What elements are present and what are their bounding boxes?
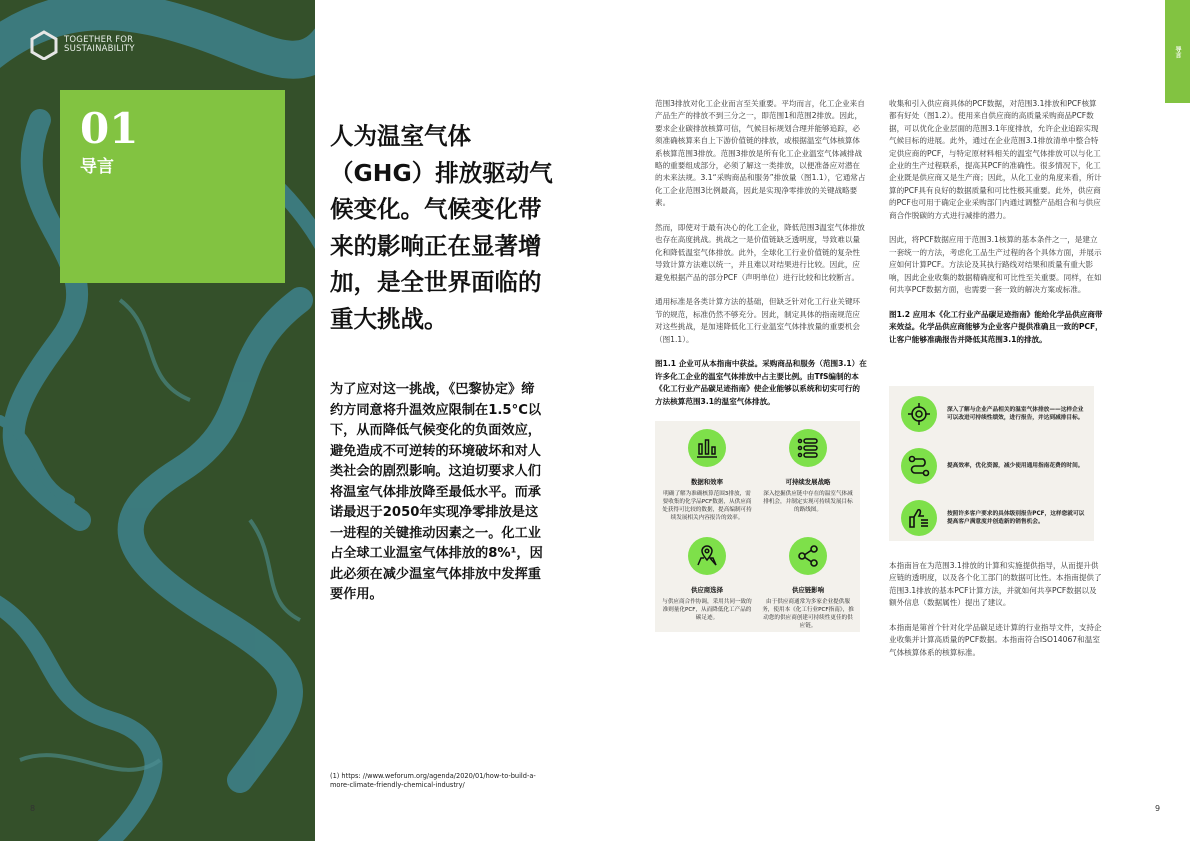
fig1-item-supply-chain-impact: [758, 537, 858, 630]
fig1-item-strategy: [758, 429, 858, 514]
fig1-item-title: 供应商选择: [691, 586, 723, 594]
headline: 人为温室气体（GHG）排放驱动气候变化。气候变化带来的影响正在显著增加，是全世界面临的重大挑战。: [330, 122, 553, 333]
fig2-item: [901, 500, 1087, 536]
fig1-item-data-efficiency: [657, 429, 757, 522]
footnote-label: (1) https:: [330, 772, 363, 780]
column-1: [655, 98, 867, 421]
hexagon-logo-icon: [30, 30, 58, 60]
section-tab[interactable]: 导言: [1165, 0, 1190, 103]
together-for-sustainability-logo: [30, 30, 135, 60]
share-icon: [789, 537, 827, 575]
map-pin-icon: [688, 537, 726, 575]
fig2-item-text: 提高效率，优化资源，减少使用通用指南花费的时间。: [947, 463, 1084, 469]
list-icon: [789, 429, 827, 467]
fig1-item-text: 与供应商合作协调，采用共同一致的准则量化PCF，从而降低化工产品的碳足迹。: [662, 599, 752, 621]
column-2: [889, 98, 1104, 358]
section-number: 01: [80, 104, 139, 153]
fig1-item-title: 供应链影响: [792, 586, 824, 594]
figure-1-2-caption: 图1.2 应用本《化工行业产品碳足迹指南》能给化学品供应商带来效益。化学品供应商能够为企业客户提供准确且一致的PCF，让客户能够准确报告并降低其范围3.1的排放。: [889, 309, 1103, 344]
paragraph: 范围3排放对化工企业而言至关重要。平均而言，化工企业来自产品生产的排放不到三分之一，即范围1和范围2排放。因此，要求企业碳排放核算可信，气候目标规划合理并能够追踪，必须准确核算来自上下游价值链的排放，或根据温室气体核算体系核算范围3排放。范围3排放是所有化工企业温室气体减排战略的重要组成部分，必须了解这一类排放，以便准备应对潜在的未来法规。3.1“采购商品和服务”排放量（图1.1），它通常占化工企业范围3比例最高，因此是实现净零排放的关键战略要素。: [655, 99, 866, 208]
route-icon: [901, 448, 937, 484]
fig1-item-title: 可持续发展战略: [785, 478, 831, 486]
page-number-right: 9: [1155, 804, 1161, 813]
page-number-left: 8: [30, 804, 36, 813]
fig1-item-text: 由于供应商通常为多家企业提供服务，使用本《化工行业PCF指南》，推动您的供应商创建可持续性更佳的供应链。: [762, 599, 854, 629]
paragraph: 然而，即使对于最有决心的化工企业，降低范围3温室气体排放也存在高度挑战。挑战之一是价值链缺乏透明度，导致难以量化和降低温室气体排放。此外，全球化工行业价值链的复杂性导致计算方法难以统一，并且难以对结果进行比较。因此，应避免根据产品的部分PCF（声明单位）进行比较和比较断言。: [655, 223, 865, 282]
paragraph: 因此，将PCF数据应用于范围3.1核算的基本条件之一，是建立一套统一的方法，考虑化工品生产过程的各个具体方面，并展示应如何计算PCF。方法论及其执行路线对结果和质量有重大影响，因此企业收集的数据精确度和可比性至关重要。同样，在如何共享PCF数据方面，也需要一套一致的解决方案或标准。: [889, 235, 1102, 295]
fig1-item-text: 深入挖掘供应链中存在的温室气体减排机会，并制定实现可持续发展目标的路线图。: [763, 491, 853, 513]
footnote: [330, 772, 540, 790]
column-2-continued: [889, 560, 1104, 672]
paragraph: 收集和引入供应商具体的PCF数据，对范围3.1排放和PCF核算都有好处（图1.2）。使用来自供应商的高质量采购商品PCF数据，可以优化企业层面的范围3.1年度排放，允许企业追踪实现气候目标的进展。此外，通过在企业范围3.1排放清单中整合特定供应商的PCF，与特定原材料相关的温室气体排放可以与化工企业的生产过程联系，提高其PCF的准确性。很多情况下，化工企业既是供应商又是生产商；因此，从化工业的角度来看，所计算的PCF具有良好的数据质量和可比性极其重要。此外，供应商的PCF也可用于确定企业采购部门内通过调整产品组合和与供应商合作脱碳的方式进行减排的潜力。: [889, 99, 1102, 220]
fig1-item-title: 数据和效率: [691, 478, 723, 486]
thumbs-up-icon: [901, 500, 937, 536]
fig2-item-text: 深入了解与企业产品相关的温室气体排放——这样企业可以改进可持续性绩效，进行报告，并达到减排目标。: [947, 407, 1084, 421]
figure-1-1-caption: 图1.1 企业可从本指南中获益。采购商品和服务（范围3.1）在许多化工企业的温室气体排放中占主要比例。由TfS编制的本《化工行业产品碳足迹指南》使企业能够以系统和切实可行的方法核算范围3.1的温室气体排放。: [655, 359, 867, 406]
fig1-item-supplier-selection: [657, 537, 757, 622]
figure-1-2: [889, 386, 1094, 541]
paragraph: 本指南是第首个针对化学品碳足迹计算的行业指导文件，支持企业收集并计算高质量的PCF数据。本指南符合ISO14067和温室气体核算体系的核算标准。: [889, 623, 1102, 657]
fig2-item-text: 按照许多客户要求的具体级别报告PCF，这样您就可以提高客户满意度并创造新的销售机会。: [947, 511, 1085, 525]
section-header-box: [60, 90, 285, 283]
paragraph: 本指南旨在为范围3.1排放的计算和实施提供指导，从而提升供应链的透明度，以及各个化工部门的数据可比性。本指南提供了范围3.1排放的基本PCF计算方法，并就如何共享PCF数据以及额外信息（数据属性）提出了建议。: [889, 561, 1102, 608]
logo-line-1: TOGETHER FOR: [64, 35, 134, 45]
logo-line-2: SUSTAINABILITY: [64, 44, 135, 54]
target-icon: [901, 396, 937, 432]
lead-paragraph: 为了应对这一挑战，《巴黎协定》缔约方同意将升温效应限制在1.5°C以下，从而降低气候变化的负面效应，避免造成不可逆转的环境破坏和对人类社会的剧烈影响。这迫切要求人们将温室气体排放降至最低水平。而承诺最迟于2050年实现净零排放是这一进程的关键推动因素之一。化工业占全球工业温室气体排放的8%¹，因此必须在减少温室气体排放中发挥重要作用。: [330, 382, 543, 602]
paragraph: 通用标准是各类计算方法的基础，但缺乏针对化工行业关键环节的规范，标准仍然不够充分。因此，制定具体的指南规范应对这些挑战，是加速降低化工行业温室气体排放量的重要机会（图1.1）。: [655, 297, 861, 344]
footnote-link[interactable]: //www.weforum.org/agenda/2020/01/how-to-build-a-more-climate-friendly-chemical-industry/: [330, 772, 536, 789]
section-title: 导言: [80, 157, 114, 177]
fig1-item-text: 明确了解为准确核算范围3排放，需要收集的化学品PCF数据，从供应商处获得可比较的数据，提高编制可持续发展相关内容报告的效率。: [662, 491, 752, 521]
figure-1-1: [655, 421, 860, 632]
fig2-item: [901, 396, 1087, 432]
fig2-item: [901, 448, 1087, 484]
bar-chart-icon: [688, 429, 726, 467]
